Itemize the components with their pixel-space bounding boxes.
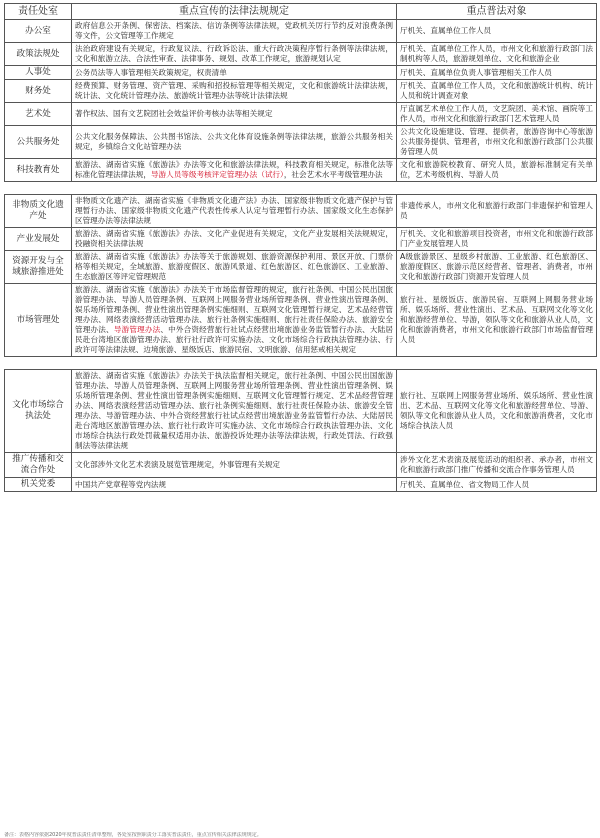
table-row	[5, 195, 597, 228]
laws-cell	[72, 126, 397, 159]
law-text: ，社会艺术水平考级管理办法	[283, 170, 383, 179]
law-text: 文化部涉外文化艺术表演及展览管理规定，外事管理有关规定	[75, 460, 281, 469]
header-laws: 重点宣传的法律法规规定	[72, 4, 397, 20]
dept-cell: 政策法规处	[5, 43, 72, 66]
targets-cell: 厅直属艺术单位工作人员，文艺院团、美术馆、画院等工作人员，市州文化和旅游行政部门艺术管理人员	[397, 103, 597, 126]
header-dept: 责任处室	[5, 4, 72, 20]
targets-cell: 厅机关、直属单位负责人事管理相关工作人员	[397, 66, 597, 80]
table-row	[5, 453, 597, 478]
dept-cell: 财务处	[5, 80, 72, 103]
laws-cell	[72, 159, 397, 182]
dept-cell: 机关党委	[5, 478, 72, 492]
document-page	[4, 3, 596, 492]
dept-cell: 人事处	[5, 66, 72, 80]
laws-cell	[72, 228, 397, 251]
law-text: 著作权法、国有文艺院团社会效益评价考核办法等相关规定	[75, 109, 273, 118]
table-row	[5, 126, 597, 159]
targets-cell: 旅行社、星级饭店、旅游民宿、互联网上网服务营业场所、娱乐场所、营业性演出、艺术品、互联网文化等文化和旅游经营单位、导游，领队等文化和旅游从业人员，文化和旅游消费者，市州文化和旅游行政部门市场监督管理人员	[397, 284, 597, 357]
law-text: 法治政府建设有关规定，行政复议法、行政诉讼法、重大行政决策程序暂行条例等法律法规，文化和旅游立法、合法性审查、法律事务、规划、改革工作规定，旅游规划认定	[75, 44, 393, 63]
laws-cell	[72, 20, 397, 43]
dept-cell: 科技教育处	[5, 159, 72, 182]
targets-cell: 厅机关、直属单位工作人员	[397, 20, 597, 43]
table-row	[5, 66, 597, 80]
table-header-row	[5, 4, 597, 20]
dept-cell: 非物质文化遗产处	[5, 195, 72, 228]
laws-cell	[72, 370, 397, 453]
section-gap-cell	[5, 357, 597, 370]
laws-cell	[72, 43, 397, 66]
table-row	[5, 103, 597, 126]
laws-cell	[72, 453, 397, 478]
table-row	[5, 251, 597, 284]
targets-cell: 旅行社、互联网上网服务营业场所、娱乐场所、营业性演出、艺术品、互联网文化等文化和旅游经营单位、导游、领队等文化和旅游从业人员，文化和旅游消费者，文化市场综合执法人员	[397, 370, 597, 453]
laws-cell	[72, 195, 397, 228]
section-gap	[5, 357, 597, 370]
law-text: 旅游法、湖南省实施《旅游法》办法等关于旅游规划、旅游资源保护利用、景区开放、门票价格等相关规定，全域旅游、旅游度假区、旅游风景道、红色旅游区、红色旅游区、工业旅游、生态旅游区等评定管理规范	[75, 252, 393, 281]
targets-cell: 厅机关、文化和旅游项目投资者，市州文化和旅游行政部门产业发展管理人员	[397, 228, 597, 251]
header-targets: 重点普法对象	[397, 4, 597, 20]
targets-cell: 厅机关、直属单位工作人员，市州文化和旅游行政部门法制机构等人员，旅游规划单位、文化和旅游企业	[397, 43, 597, 66]
law-text: 中国共产党章程等党内法规	[75, 479, 167, 489]
law-text: 公共文化服务保障法、公共图书馆法、公共文化体育设施条例等法律法规，旅游公共服务相关规定，乡镇综合文化站管理办法	[75, 132, 393, 151]
laws-cell	[72, 80, 397, 103]
targets-cell: 公共文化设施建设、管理、提供者，旅游咨询中心等旅游公共服务提供、管理者，市州文化和旅游行政部门公共服务管理人员	[397, 126, 597, 159]
law-text: 公务员法等人事管理相关政策规定，权责清单	[75, 67, 227, 77]
targets-cell: 非遗传承人，市州文化和旅游行政部门非遗保护和管理人员	[397, 195, 597, 228]
dept-cell: 市场管理处	[5, 284, 72, 357]
table-row	[5, 159, 597, 182]
targets-cell: A级旅游景区、星级乡村旅游、工业旅游、红色旅游区、旅游度假区、旅游示范区经营者、管理者、消费者，市州文化和旅游行政部门资源开发管理人员	[397, 251, 597, 284]
dept-cell: 办公室	[5, 20, 72, 43]
laws-cell	[72, 251, 397, 284]
dept-cell: 艺术处	[5, 103, 72, 126]
law-text: 旅游法、湖南省实施《旅游法》办法等文化和旅游法律法规，科技教育相关规定，标准化法等标准化管理法律法规，	[75, 160, 393, 179]
targets-cell: 涉外文化艺术表演及展览活动的组织者、承办者，市州文化和旅游行政部门推广传播和交流合作事务管理人员	[397, 453, 597, 478]
table-row	[5, 284, 597, 357]
table-row	[5, 20, 597, 43]
targets-cell: 厅机关、直属单位工作人员，文化和旅游统计机构、统计人员和统计调查对象	[397, 80, 597, 103]
highlighted-law-text: 导游人员等级考核评定管理办法（试行）	[150, 170, 284, 179]
highlighted-law-text: 导游管理办法	[113, 325, 161, 334]
section-gap	[5, 182, 597, 195]
laws-cell	[72, 66, 397, 80]
targets-cell: 厅机关、直属单位、省文物局工作人员	[397, 478, 597, 492]
dept-cell: 推广传播和交流合作处	[5, 453, 72, 478]
dept-cell: 公共服务处	[5, 126, 72, 159]
law-text: 非物质文化遗产法、湖南省实施《非物质文化遗产法》办法、国家级非物质文化遗产保护与管理暂行办法、国家级非物质文化遗产代表性传承人认定与管理暂行办法、国家级文化生态保护区管理办法等法律法规	[75, 196, 393, 225]
responsibility-table	[4, 3, 597, 492]
laws-cell	[72, 103, 397, 126]
footer-note: 备注：表格内容依据2020年度普法责任清单整理，各处室按照职责分工落实普法责任，重点宣传相关法律法规规定。	[4, 832, 262, 838]
table-row	[5, 43, 597, 66]
dept-cell: 资源开发与全域旅游推进处	[5, 251, 72, 284]
table-row	[5, 228, 597, 251]
table-row	[5, 80, 597, 103]
laws-cell	[72, 478, 397, 492]
dept-cell: 产业发展处	[5, 228, 72, 251]
law-text: 旅游法、湖南省实施《旅游法》办法关于执法监督相关规定，旅行社条例、中国公民出国旅游管理办法、导游人员管理条例、互联网上网服务营业场所管理条例、营业性演出管理条例、娱乐场所管理条例、营业性演出管理条例实施细则、互联网文化管理暂行规定、艺术品经营管理办法、网络表演经营活动管理办法、旅行社条例实施细则、旅行社责任保险办法、旅游安全管理办法、导游管理办法、中外合资经营旅行社试点经营出境旅游业务监管暂行办法、大陆居民赴台湾地区旅游管理办法、旅行社行政许可实施办法、文化市场综合行政执法管理办法、文化市场综合执法行政处罚裁量权适用办法、旅游投诉处理办法等法律法规，行政处罚法、行政强制法等法律法规	[75, 371, 393, 450]
law-text: 政府信息公开条例、保密法、档案法、信访条例等法律法规，党政机关厉行节约反对浪费条例等文件，公文管理等工作规定	[75, 21, 393, 40]
targets-cell: 文化和旅游院校教育、研究人员，旅游标准制定有关单位，艺术考级机构、导游人员	[397, 159, 597, 182]
table-row	[5, 478, 597, 492]
dept-cell: 文化市场综合执法处	[5, 370, 72, 453]
table-row	[5, 370, 597, 453]
law-text: 旅游法、湖南省实施《旅游法》办法关于市场监督管理的规定，旅行社条例、中国公民出国旅游管理办法、导游人员管理条例、互联网上网服务营业场所管理条例、营业性演出管理条例、娱乐场所管理条例、营业性演出管理条例实施细则、互联网文化管理暂行规定、艺术品经营管理办法、网络表演经营活动管理办法、旅行社条例实施细则、旅行社责任保险办法、旅游安全管理办法、	[75, 285, 393, 334]
law-text: 旅游法、湖南省实施《旅游法》办法、文化产业促进有关规定，文化产业发展相关法规规定，投融资相关法律法规	[75, 229, 393, 248]
law-text: 、中外合资经营旅行社试点经营出境旅游业务监管暂行办法、大陆居民赴台湾地区旅游管理办法、旅行社行政许可实施办法、文化市场综合行政执法管理办法、行政许可等法律法规、边境旅游、星级饭店、旅游民宿、文明旅游、信用惩戒相关规定	[75, 325, 394, 354]
section-gap-cell	[5, 182, 597, 195]
law-text: 经费预算、财务管理、资产管理、采购和招投标管理等相关规定，文化和旅游统计法律法规，统计法、文化统计管理办法、旅游统计管理办法等统计法律法规	[75, 81, 393, 100]
laws-cell	[72, 284, 397, 357]
